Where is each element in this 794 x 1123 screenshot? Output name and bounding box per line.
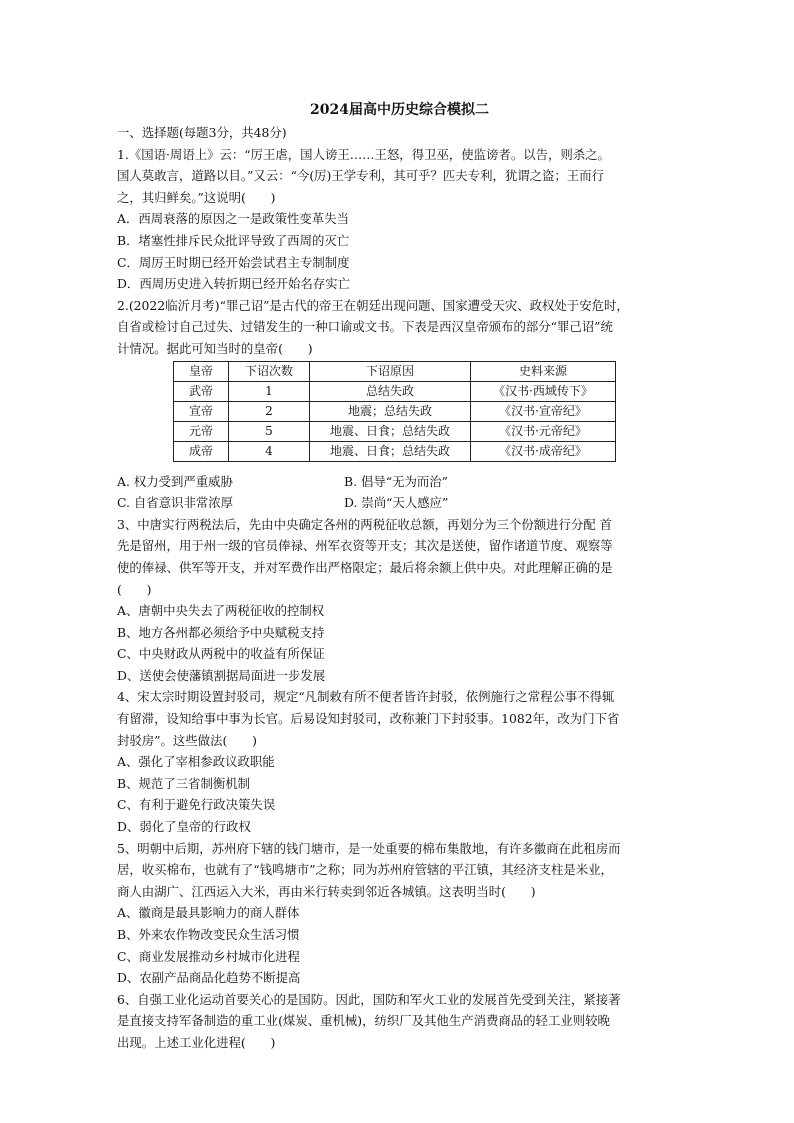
question-stem-line: 3、中唐实行两税法后，先由中央确定各州的两税征收总额，再划分为三个份额进行分配 首 [117, 516, 613, 532]
table-cell: 《汉书·宣帝纪》 [471, 401, 616, 421]
question-2 [117, 295, 682, 514]
option-a: A、强化了宰相参政议政职能 [117, 754, 275, 770]
table-cell: 总结失政 [310, 381, 471, 401]
question-3 [117, 514, 682, 687]
question-stem-line: 出现。上述工业化进程( ) [117, 1034, 276, 1050]
table-header: 史料来源 [471, 361, 616, 381]
question-stem-line: 使的俸禄、供军等开支，并对军费作出严格限定；最后将余额上供中央。对此理解正确的是 [117, 559, 613, 575]
table-cell: 成帝 [174, 441, 229, 461]
question-stem-line: 计情况。据此可知当时的皇帝( ) [117, 340, 313, 356]
table-cell: 《汉书·元帝纪》 [471, 421, 616, 441]
question-stem-line: 先是留州，用于州一级的官员俸禄、州军衣资等开支；其次是送使，留作诸道节度、观察等 [117, 538, 613, 554]
table-row [174, 441, 616, 461]
table-row [174, 401, 616, 421]
option-b: B、外来农作物改变民众生活习惯 [117, 927, 300, 942]
table-cell: 4 [229, 441, 310, 461]
page-title: 2024届高中历史综合模拟二 [310, 102, 489, 118]
section-heading: 一、选择题(每题3分，共48分) [117, 125, 287, 140]
table-cell: 地震；总结失政 [310, 401, 471, 421]
question-stem-line: 2.(2022临沂月考)“罪己诏”是古代的帝王在朝廷出现问题、国家遭受天灾、政权处于安危时， [117, 297, 629, 313]
question-stem-line: 5、明朝中后期，苏州府下辖的钱门塘市，是一处重要的棉布集散地，有许多徽商在此租房而 [117, 840, 621, 856]
question-5 [117, 838, 682, 989]
question-stem-line: ( ) [117, 581, 152, 597]
question-stem-line: 封驳房”。这些做法( ) [117, 732, 257, 748]
question-stem-line: 自省或检讨自己过失、过错发生的一种口谕或文书。下表是西汉皇帝颁布的部分“罪己诏”统 [117, 319, 613, 335]
question-stem-line: 有留滞，设知给事中事为长官。后易设知封驳司，改称兼门下封驳事。1082年，改为门下省 [117, 711, 620, 727]
question-stem-line: 居，收买棉布，也就有了“钱鸣塘市”之称；同为苏州府管辖的平江镇，其经济支柱是米业， [117, 862, 613, 878]
question-4 [117, 686, 682, 837]
option-b: B、地方各州都必须给予中央赋税支持 [117, 624, 325, 640]
table-cell: 2 [229, 401, 310, 421]
question-stem-line: 4、宋太宗时期设置封驳司，规定“凡制敕有所不便者皆许封驳，依例施行之常程公事不得辄 [117, 689, 615, 705]
option-b: B、规范了三省制衡机制 [117, 775, 251, 791]
table-cell: 元帝 [174, 421, 229, 441]
option-c: C. 自省意识非常浓厚 [117, 495, 234, 511]
table-cell: 宣帝 [174, 401, 229, 421]
option-d: D、送使会使藩镇割据局面进一步发展 [117, 667, 326, 683]
table-cell: 《汉书·成帝纪》 [471, 441, 616, 461]
question-1 [117, 144, 682, 295]
option-a: A．西周衰落的原因之一是政策性变革失当 [117, 211, 349, 227]
option-a: A、徽商是最具影响力的商人群体 [117, 905, 300, 921]
option-c: C．周厉王时期已经开始尝试君主专制制度 [117, 254, 350, 270]
edict-table [173, 361, 616, 462]
table-header: 皇帝 [174, 361, 229, 381]
option-d: D、农副产品商品化趋势不断提高 [117, 970, 301, 986]
option-b: B．堵塞性排斥民众批评导致了西周的灭亡 [117, 232, 350, 248]
option-d: D．西周历史进入转折期已经开始名存实亡 [117, 276, 350, 292]
option-c: C、商业发展推动乡村城市化进程 [117, 948, 300, 964]
option-c: C、有利于避免行政决策失误 [117, 797, 276, 813]
question-stem-line: 是直接支持军备制造的重工业(煤炭、重机械)，纺织厂及其他生产消费商品的轻工业则较晚 [117, 1013, 610, 1029]
question-stem-line: 商人由湖广、江西运入大米，再由米行转卖到邻近各城镇。这表明当时( ) [117, 883, 536, 899]
option-d: D、弱化了皇帝的行政权 [117, 819, 251, 835]
question-stem-line: 之，其归鲜矣。”这说明( ) [117, 189, 276, 205]
table-cell: 5 [229, 421, 310, 441]
question-stem-line: 1.《国语·周语上》云：“厉王虐，国人谤王……王怒，得卫巫，使监谤者。以告，则杀之。 [117, 146, 610, 162]
table-header: 下诏次数 [229, 361, 310, 381]
question-stem-line: 6、自强工业化运动首要关心的是国防。因此，国防和军火工业的发展首先受到关注，紧接著 [117, 991, 621, 1007]
option-row [117, 471, 682, 493]
question-stem-line: 国人莫敢言，道路以目。”又云：“今(厉)王学专利，其可乎？匹夫专利，犹谓之盗；王而行 [117, 168, 604, 184]
option-a: A、唐朝中央失去了两税征收的控制权 [117, 603, 325, 619]
table-header: 下诏原因 [310, 361, 471, 381]
option-row [117, 492, 682, 514]
option-d: D. 崇尚“天人感应” [344, 495, 449, 511]
table-cell: 《汉书·西域传下》 [471, 381, 616, 401]
exam-page [117, 100, 682, 1054]
option-c: C、中央财政从两税中的收益有所保证 [117, 646, 325, 662]
option-a: A. 权力受到严重威胁 [117, 473, 233, 489]
table-cell: 地震、日食；总结失政 [310, 421, 471, 441]
table-row [174, 381, 616, 401]
question-6 [117, 989, 682, 1054]
option-b: B. 倡导“无为而治” [344, 473, 448, 489]
table-header-row [174, 361, 616, 381]
table-cell: 武帝 [174, 381, 229, 401]
table-cell: 1 [229, 381, 310, 401]
table-row [174, 421, 616, 441]
table-cell: 地震、日食；总结失政 [310, 441, 471, 461]
